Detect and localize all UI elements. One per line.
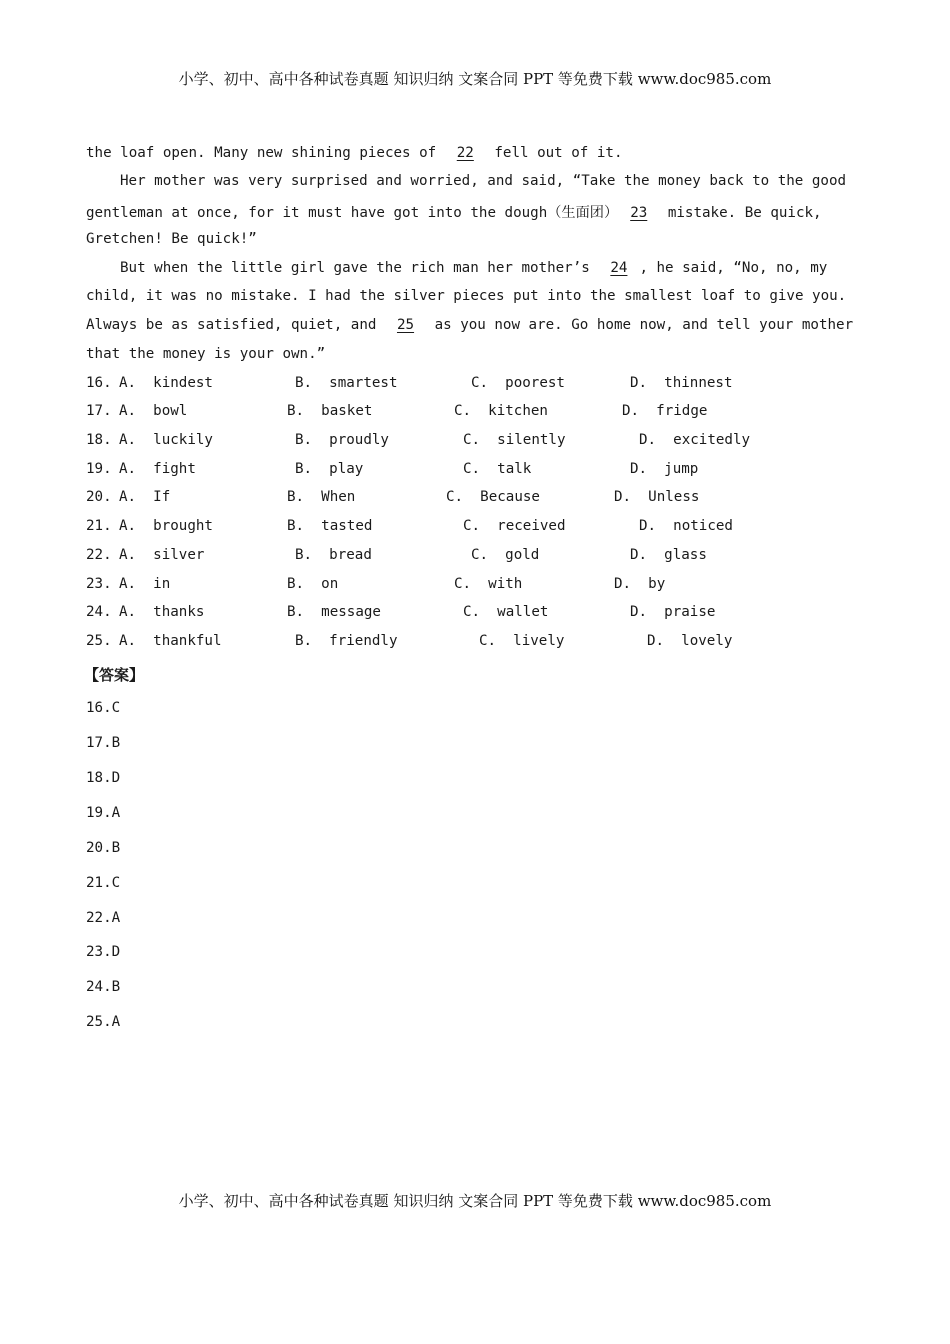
option-c: C. kitchen (454, 403, 548, 419)
option-d: D. thinnest (630, 375, 733, 391)
option-d: D. jump (630, 461, 699, 477)
option-d: D. lovely (647, 633, 733, 649)
option-b: B. bread (295, 547, 372, 563)
option-a: A. If (119, 489, 171, 505)
option-c: C. silently (463, 432, 566, 448)
question-number: 16. (86, 375, 112, 391)
page-header: 小学、初中、高中各种试卷真题 知识归纳 文案合同 PPT 等免费下载 www.doc985.com (178, 70, 772, 88)
passage-line-7: Always be as satisfied, quiet, and 25 as you now are. Go home now, and tell your mother (86, 317, 854, 333)
blank-23: 23 (630, 205, 648, 221)
option-b: B. basket (287, 403, 373, 419)
passage-line-4: Gretchen! Be quick!” (86, 231, 257, 247)
answer-heading: 【答案】 (84, 666, 145, 684)
question-number: 18. (86, 432, 112, 448)
answer-17: 17.B (86, 735, 121, 751)
option-c: C. poorest (471, 375, 565, 391)
question-number: 19. (86, 461, 112, 477)
question-number: 25. (86, 633, 112, 649)
option-a: A. thankful (119, 633, 222, 649)
answer-20: 20.B (86, 840, 121, 856)
option-a: A. kindest (119, 375, 213, 391)
option-d: D. by (614, 576, 666, 592)
answer-18: 18.D (86, 770, 121, 786)
option-c: C. lively (479, 633, 565, 649)
option-c: C. received (463, 518, 566, 534)
question-number: 17. (86, 403, 112, 419)
option-b: B. on (287, 576, 339, 592)
option-b: B. proudly (295, 432, 389, 448)
option-c: C. talk (463, 461, 532, 477)
option-b: B. message (287, 604, 381, 620)
option-c: C. Because (446, 489, 540, 505)
option-b: B. When (287, 489, 356, 505)
blank-25: 25 (396, 317, 415, 333)
option-a: A. bowl (119, 403, 188, 419)
answer-23: 23.D (86, 944, 121, 960)
blank-22: 22 (456, 145, 474, 161)
passage-line-3: gentleman at once, for it must have got into the dough（生面团） 23 mistake. Be quick, (86, 205, 822, 221)
answer-21: 21.C (86, 875, 121, 891)
answer-25: 25.A (86, 1014, 121, 1030)
option-c: C. wallet (463, 604, 549, 620)
question-number: 23. (86, 576, 112, 592)
blank-24: 24 (610, 260, 628, 276)
option-a: A. in (119, 576, 171, 592)
page-footer: 小学、初中、高中各种试卷真题 知识归纳 文案合同 PPT 等免费下载 www.doc985.com (178, 1192, 772, 1210)
passage-line-6: child, it was no mistake. I had the silver pieces put into the smallest loaf to give you. (86, 288, 847, 304)
passage-line-5: But when the little girl gave the rich man her mother’s 24 , he said, “No, no, my (120, 260, 828, 276)
answer-24: 24.B (86, 979, 121, 995)
question-number: 20. (86, 489, 112, 505)
option-a: A. thanks (119, 604, 205, 620)
option-a: A. fight (119, 461, 196, 477)
option-d: D. excitedly (639, 432, 751, 448)
passage-line-2: Her mother was very surprised and worried, and said, “Take the money back to the good (120, 173, 847, 189)
answer-19: 19.A (86, 805, 121, 821)
question-number: 22. (86, 547, 112, 563)
passage-line-8: that the money is your own.” (86, 346, 326, 362)
option-b: B. smartest (295, 375, 398, 391)
question-number: 24. (86, 604, 112, 620)
option-c: C. gold (471, 547, 540, 563)
option-b: B. tasted (287, 518, 373, 534)
option-d: D. noticed (639, 518, 733, 534)
option-d: D. glass (630, 547, 707, 563)
option-d: D. Unless (614, 489, 700, 505)
answer-22: 22.A (86, 910, 121, 926)
option-d: D. fridge (622, 403, 708, 419)
option-d: D. praise (630, 604, 716, 620)
option-b: B. friendly (295, 633, 398, 649)
option-c: C. with (454, 576, 523, 592)
option-b: B. play (295, 461, 364, 477)
passage-line-1: the loaf open. Many new shining pieces of 22 fell out of it. (86, 145, 623, 161)
option-a: A. silver (119, 547, 205, 563)
answer-16: 16.C (86, 700, 121, 716)
question-number: 21. (86, 518, 112, 534)
option-a: A. brought (119, 518, 213, 534)
option-a: A. luckily (119, 432, 213, 448)
